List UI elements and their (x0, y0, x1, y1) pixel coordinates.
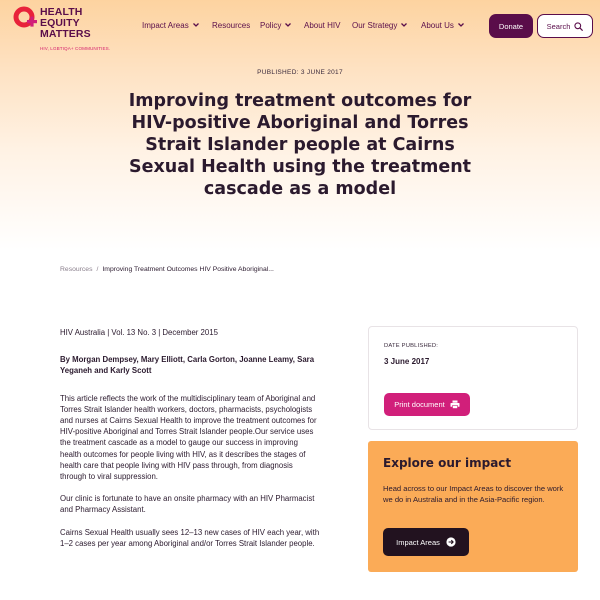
search-button-label: Search (546, 21, 571, 31)
article-paragraph: Cairns Sexual Health usually sees 12–13 new cases of HIV each year, with 1–2 cases per year among Aboriginal and/or Torres Strait Islander people. (60, 527, 320, 548)
printer-icon (450, 400, 460, 409)
logo-word-2: EQUITY (40, 17, 80, 29)
print-button-label: Print document (394, 400, 445, 409)
chevron-down-icon (400, 21, 408, 29)
breadcrumb-current: Improving Treatment Outcomes HIV Positive Aboriginal... (102, 266, 274, 273)
site-header (0, 0, 600, 54)
article-body (60, 327, 320, 549)
logo-word-3: MATTERS (40, 28, 91, 40)
article-paragraph: Our clinic is fortunate to have an onsite pharmacy with an HIV Pharmacist and Pharmacy Assistant. (60, 494, 315, 515)
nav-item-impact-areas[interactable] (142, 20, 200, 32)
print-document-button[interactable] (384, 393, 470, 416)
nav-item-about-us[interactable] (421, 20, 465, 32)
nav-item-label: About HIV (304, 21, 341, 30)
nav-item-label: Policy (260, 21, 282, 30)
nav-item-label: About Us (421, 21, 454, 30)
logo-mark-icon (13, 6, 39, 34)
search-button[interactable] (537, 14, 593, 38)
article-authors: By Morgan Dempsey, Mary Elliott, Carla Gorton, Joanne Leamy, Sara Yeganeh and Karly Scott (60, 355, 315, 376)
impact-areas-button[interactable] (383, 528, 469, 556)
search-icon (574, 22, 583, 31)
impact-description: Head across to our Impact Areas to discover the work we do in Australia and in the Asia-Pacific region. (383, 484, 564, 504)
chevron-down-icon (192, 21, 200, 29)
site-logo[interactable] (13, 6, 143, 50)
article-paragraph: This article reflects the work of the multidisciplinary team of Aboriginal and Torres Strait Islander health workers, doctors, pharmacists, psychologists and nurses at Cairns Sexual Health to improve the treatment outcomes for HIV-positive Aboriginal and Torres Strait Islander people.Our service uses the treatment cascade as a model to gauge our success in improving health outcomes for people living with HIV, as it describes the stages of health care that people living with HIV pass through, from diagnosis through to viral suppression. (60, 393, 317, 482)
explore-impact-panel (368, 441, 578, 572)
date-published-label: DATE PUBLISHED: (384, 343, 439, 349)
nav-item-resources[interactable] (212, 20, 250, 32)
publication-card (368, 326, 578, 430)
published-date: PUBLISHED: 3 JUNE 2017 (257, 69, 343, 76)
nav-item-label: Impact Areas (142, 21, 189, 30)
nav-item-label: Our Strategy (352, 21, 398, 30)
breadcrumb (60, 266, 274, 273)
chevron-down-icon (284, 21, 292, 29)
breadcrumb-link-resources[interactable]: Resources (60, 266, 93, 273)
logo-tagline: HIV, LGBTIQA+ COMMUNITIES. (40, 46, 111, 51)
breadcrumb-separator: / (96, 266, 99, 273)
impact-button-label: Impact Areas (396, 537, 440, 547)
impact-title: Explore our impact (383, 456, 512, 470)
journal-citation: HIV Australia | Vol. 13 No. 3 | December 2015 (60, 328, 218, 337)
date-published-value: 3 June 2017 (384, 357, 430, 366)
nav-item-policy[interactable] (260, 20, 292, 32)
nav-item-our-strategy[interactable] (352, 20, 408, 32)
arrow-circle-icon (446, 537, 456, 547)
nav-item-label: Resources (212, 21, 251, 30)
chevron-down-icon (457, 21, 465, 29)
page-title: Improving treatment outcomes for HIV-positive Aboriginal and Torres Strait Islander people at Cairns Sexual Health using the treatment cascade as a model (128, 91, 472, 199)
donate-button[interactable]: Donate (489, 14, 533, 38)
nav-item-about-hiv[interactable] (304, 20, 340, 32)
logo-word-1: HEALTH (40, 6, 83, 18)
